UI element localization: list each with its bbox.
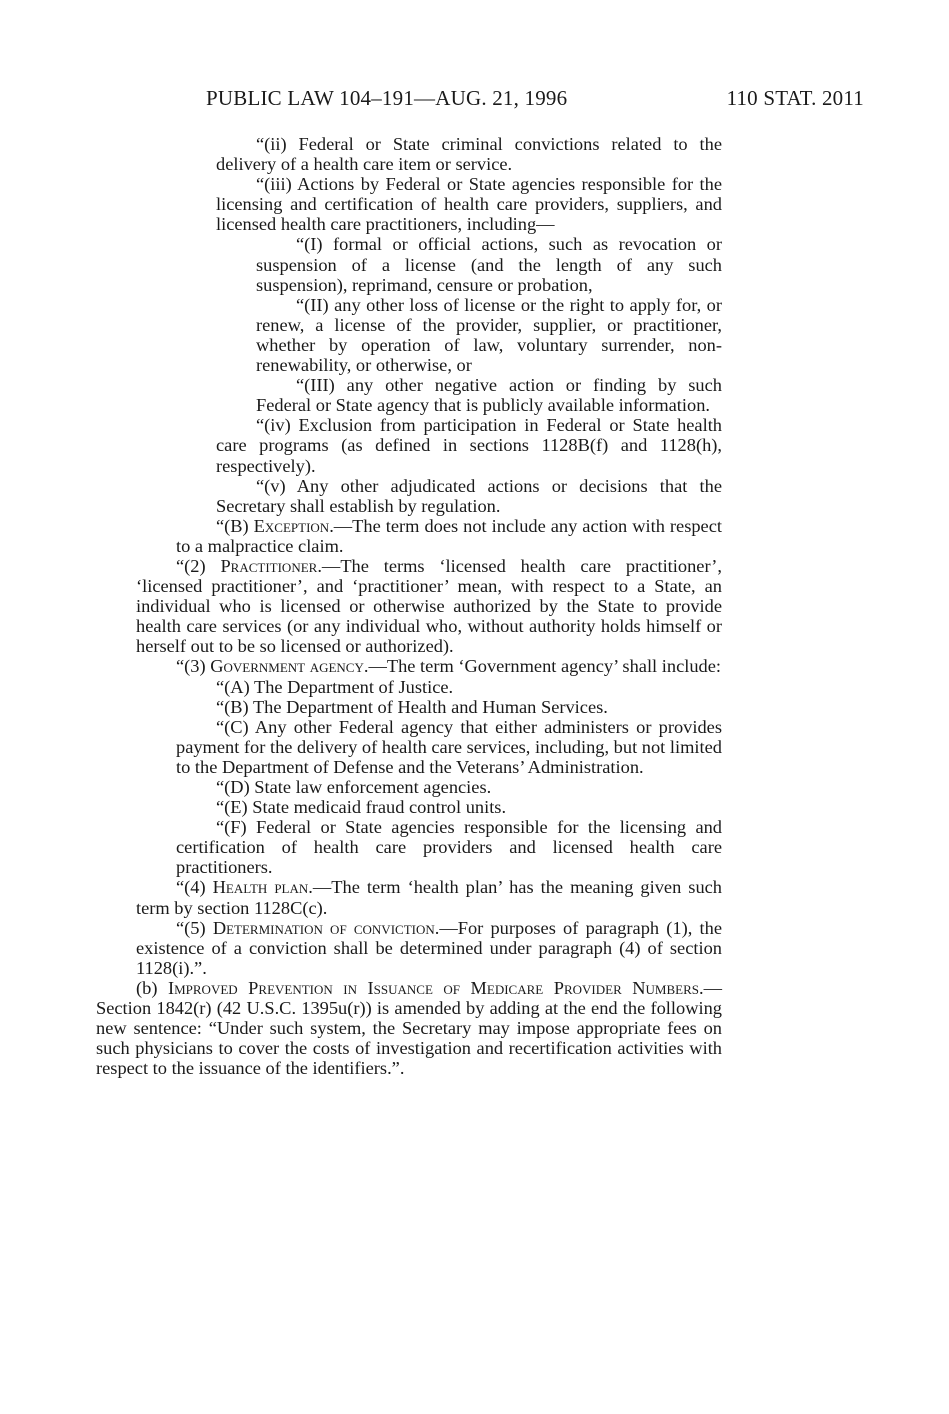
page-body [96, 134, 722, 1078]
clause-iii: “(iii) Actions by Federal or State agencies responsible for the licensing and certification of health care providers, suppliers, and licensed health care practitioners, including— [216, 174, 722, 235]
section-heading: Determination of conviction [212, 917, 435, 938]
agency-d: “(D) State law enforcement agencies. [216, 777, 492, 797]
agency-c: “(C) Any other Federal agency that either administers or provides payment for the delivery of health care services, including, but not limited to the Department of Defense and the Veterans’ Administration. [176, 716, 722, 777]
clause-v: “(v) Any other adjudicated actions or decisions that the Secretary shall establish by regulation. [216, 475, 722, 516]
subclause-ii: “(II) any other loss of license or the right to apply for, or renew, a license of the provider, supplier, or practitioner, whether by operation of law, voluntary surrender, non-renewability, or otherwise, or [256, 294, 722, 376]
section-heading: Improved Prevention in Issuance of Medicare Provider Numbers [167, 977, 699, 998]
clause-iv: “(iv) Exclusion from participation in Federal or State health care programs (as defined in sections 1128B(f) and 1128(h), respectively). [216, 415, 722, 476]
agency-e: “(E) State medicaid fraud control units. [216, 797, 507, 818]
header-title: PUBLIC LAW 104–191—AUG. 21, 1996 [206, 86, 568, 110]
agency-a: “(A) The Department of Justice. [216, 676, 454, 697]
header-stat-page: 110 STAT. 2011 [726, 86, 864, 110]
section-heading: Practitioner [220, 555, 318, 576]
agency-b: “(B) The Department of Health and Human Services. [216, 696, 608, 717]
subclause-iii: “(III) any other negative action or finding by such Federal or State agency that is publicly available information. [256, 375, 722, 416]
subparagraph-b-exception: “(B) Exception.—The term does not include any action with respect to a malpractice claim. [176, 515, 722, 556]
section-heading: Government agency [210, 656, 364, 677]
running-header [206, 86, 864, 116]
agency-f: “(F) Federal or State agencies responsible for the licensing and certification of health care providers and licensed health care practitioners. [176, 817, 722, 878]
section-heading: Health plan [212, 877, 309, 898]
paragraph-5-determination: “(5) Determination of conviction.—For purposes of paragraph (1), the existence of a conviction shall be determined under paragraph (4) of section 1128(i).”. [136, 917, 722, 978]
section-heading: Exception [253, 515, 330, 536]
clause-ii: “(ii) Federal or State criminal convictions related to the delivery of a health care item or service. [216, 134, 722, 175]
paragraph-4-health-plan: “(4) Health plan.—The term ‘health plan’ has the meaning given such term by section 1128C(c). [136, 877, 723, 918]
subsection-b: (b) Improved Prevention in Issuance of Medicare Provider Numbers.—Section 1842(r) (42 U.S.C. 1395u(r)) is amended by adding at the end the following new sentence: “Under such system, the Secretary may impose appropriate fees on such physicians to cover the costs of investigation and recertification activities with respect to the issuance of the identifiers.”. [96, 977, 722, 1079]
paragraph-3-government-agency: “(3) Government agency.—The term ‘Government agency’ shall include: [176, 656, 722, 677]
paragraph-2-practitioner: “(2) Practitioner.—The terms ‘licensed health care practitioner’, ‘licensed practitioner’, and ‘practitioner’ mean, with respect to a State, an individual who is licensed or otherwise authorized by the State to provide health care services (or any individual who, without authority holds himself or herself out to be so licensed or authorized). [136, 555, 722, 657]
subclause-i: “(I) formal or official actions, such as revocation or suspension of a license (and the length of any such suspension), reprimand, censure or probation, [256, 234, 722, 295]
